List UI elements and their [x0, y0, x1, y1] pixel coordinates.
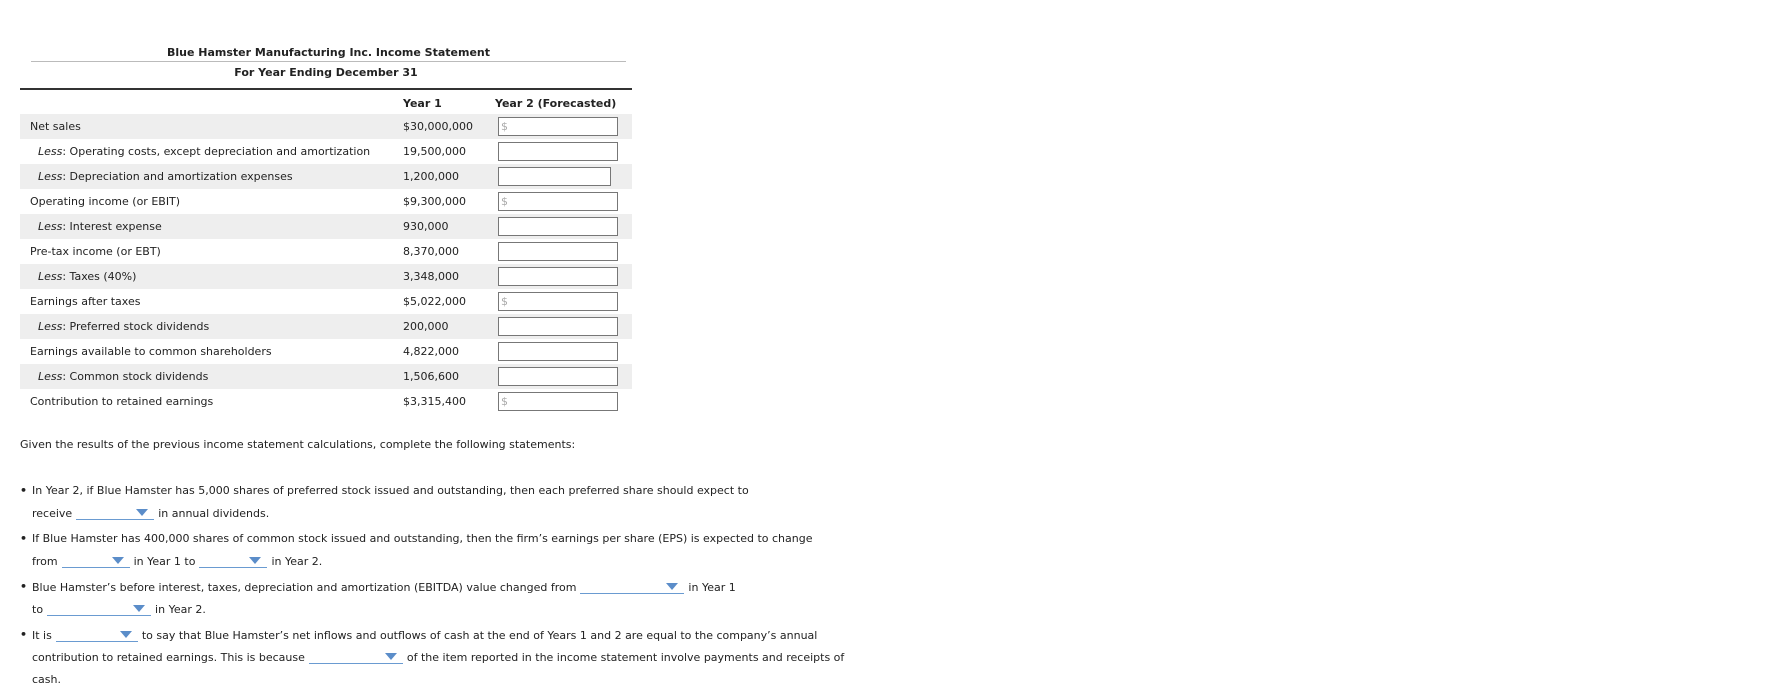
year2-input[interactable]	[498, 242, 618, 261]
table-row	[20, 364, 632, 389]
preferred-dividend-dropdown[interactable]	[76, 506, 154, 520]
bullet-icon: •	[20, 628, 28, 641]
table-row	[20, 164, 632, 189]
table-row	[20, 139, 632, 164]
year1-value: $3,315,400	[403, 395, 466, 408]
year2-input[interactable]	[498, 367, 618, 386]
item-line-2: from in Year 1 to in Year 2.	[32, 555, 323, 568]
item-text: If Blue Hamster has 400,000 shares of common stock issued and outstanding, then the firm’s earnings per share (EPS) is expected to change	[32, 532, 813, 545]
table-row	[20, 289, 632, 314]
year1-value: 4,822,000	[403, 345, 459, 358]
year1-value: 1,506,600	[403, 370, 459, 383]
row-label: Less: Preferred stock dividends	[38, 320, 210, 333]
correctness-dropdown[interactable]	[56, 628, 138, 642]
chevron-down-icon	[385, 653, 397, 660]
item-line-3: cash.	[32, 673, 61, 686]
year2-input[interactable]	[498, 117, 618, 136]
row-label: Operating income (or EBIT)	[30, 195, 181, 208]
ebitda-year2-dropdown[interactable]	[47, 602, 151, 616]
bullet-icon: •	[20, 532, 28, 545]
instructions-text: Given the results of the previous income statement calculations, complete the following statements:	[20, 438, 576, 451]
chevron-down-icon	[249, 557, 261, 564]
chevron-down-icon	[666, 583, 678, 590]
item-line-1: It is to say that Blue Hamster’s net inflows and outflows of cash at the end of Years 1 and 2 are equal to the company’s annual	[32, 629, 818, 642]
column-header-year2: Year 2 (Forecasted)	[495, 97, 617, 110]
bullet-icon: •	[20, 484, 28, 497]
table-row	[20, 214, 632, 239]
column-headers	[20, 90, 632, 114]
row-label: Less: Operating costs, except depreciation and amortization	[38, 145, 371, 158]
chevron-down-icon	[133, 605, 145, 612]
table-row	[20, 264, 632, 289]
ebitda-year1-dropdown[interactable]	[580, 580, 684, 594]
chevron-down-icon	[136, 509, 148, 516]
year2-input[interactable]	[498, 267, 618, 286]
statement-subtitle: For Year Ending December 31	[234, 66, 418, 79]
bullet-icon: •	[20, 580, 28, 593]
row-label: Less: Common stock dividends	[38, 370, 209, 383]
year1-value: 19,500,000	[403, 145, 466, 158]
year2-input[interactable]	[498, 192, 618, 211]
item-line-2: receive in annual dividends.	[32, 507, 270, 520]
table-row	[20, 189, 632, 214]
table-row	[20, 114, 632, 139]
table-row	[20, 339, 632, 364]
year1-value: $9,300,000	[403, 195, 466, 208]
year1-value: $5,022,000	[403, 295, 466, 308]
eps-year1-dropdown[interactable]	[62, 554, 130, 568]
chevron-down-icon	[112, 557, 124, 564]
year1-value: $30,000,000	[403, 120, 473, 133]
year2-input[interactable]	[498, 342, 618, 361]
chevron-down-icon	[120, 631, 132, 638]
year1-value: 1,200,000	[403, 170, 459, 183]
dollar-sign: $	[501, 120, 508, 133]
year2-input[interactable]	[498, 217, 618, 236]
table-row	[20, 389, 632, 414]
statement-rows	[20, 114, 632, 414]
dollar-sign: $	[501, 395, 508, 408]
column-header-year1: Year 1	[403, 97, 442, 110]
item-line-2: to in Year 2.	[32, 603, 206, 616]
year1-value: 930,000	[403, 220, 449, 233]
row-label: Net sales	[30, 120, 81, 133]
item-line-1: Blue Hamster’s before interest, taxes, depreciation and amortization (EBITDA) value changed from in Year 1	[32, 581, 736, 594]
item-text: In Year 2, if Blue Hamster has 5,000 shares of preferred stock issued and outstanding, then each preferred share should expect to	[32, 484, 749, 497]
reason-dropdown[interactable]	[309, 650, 403, 664]
year2-input[interactable]	[498, 317, 618, 336]
row-label: Contribution to retained earnings	[30, 395, 214, 408]
table-row	[20, 314, 632, 339]
year2-input[interactable]	[498, 167, 611, 186]
year2-input[interactable]	[498, 392, 618, 411]
statement-title: Blue Hamster Manufacturing Inc. Income Statement	[166, 46, 490, 59]
year1-value: 3,348,000	[403, 270, 459, 283]
year1-value: 8,370,000	[403, 245, 459, 258]
year1-value: 200,000	[403, 320, 449, 333]
table-row	[20, 239, 632, 264]
eps-year2-dropdown[interactable]	[199, 554, 267, 568]
item-line-2: contribution to retained earnings. This is because of the item reported in the income statement involve payments and receipts of	[32, 651, 845, 664]
row-label: Less: Taxes (40%)	[38, 270, 137, 283]
row-label: Less: Depreciation and amortization expenses	[38, 170, 293, 183]
year2-input[interactable]	[498, 142, 618, 161]
row-label: Less: Interest expense	[38, 220, 162, 233]
dollar-sign: $	[501, 195, 508, 208]
row-label: Earnings available to common shareholders	[30, 345, 272, 358]
dollar-sign: $	[501, 295, 508, 308]
row-label: Earnings after taxes	[30, 295, 141, 308]
row-label: Pre-tax income (or EBT)	[30, 245, 161, 258]
income-statement	[20, 40, 632, 414]
year2-input[interactable]	[498, 292, 618, 311]
